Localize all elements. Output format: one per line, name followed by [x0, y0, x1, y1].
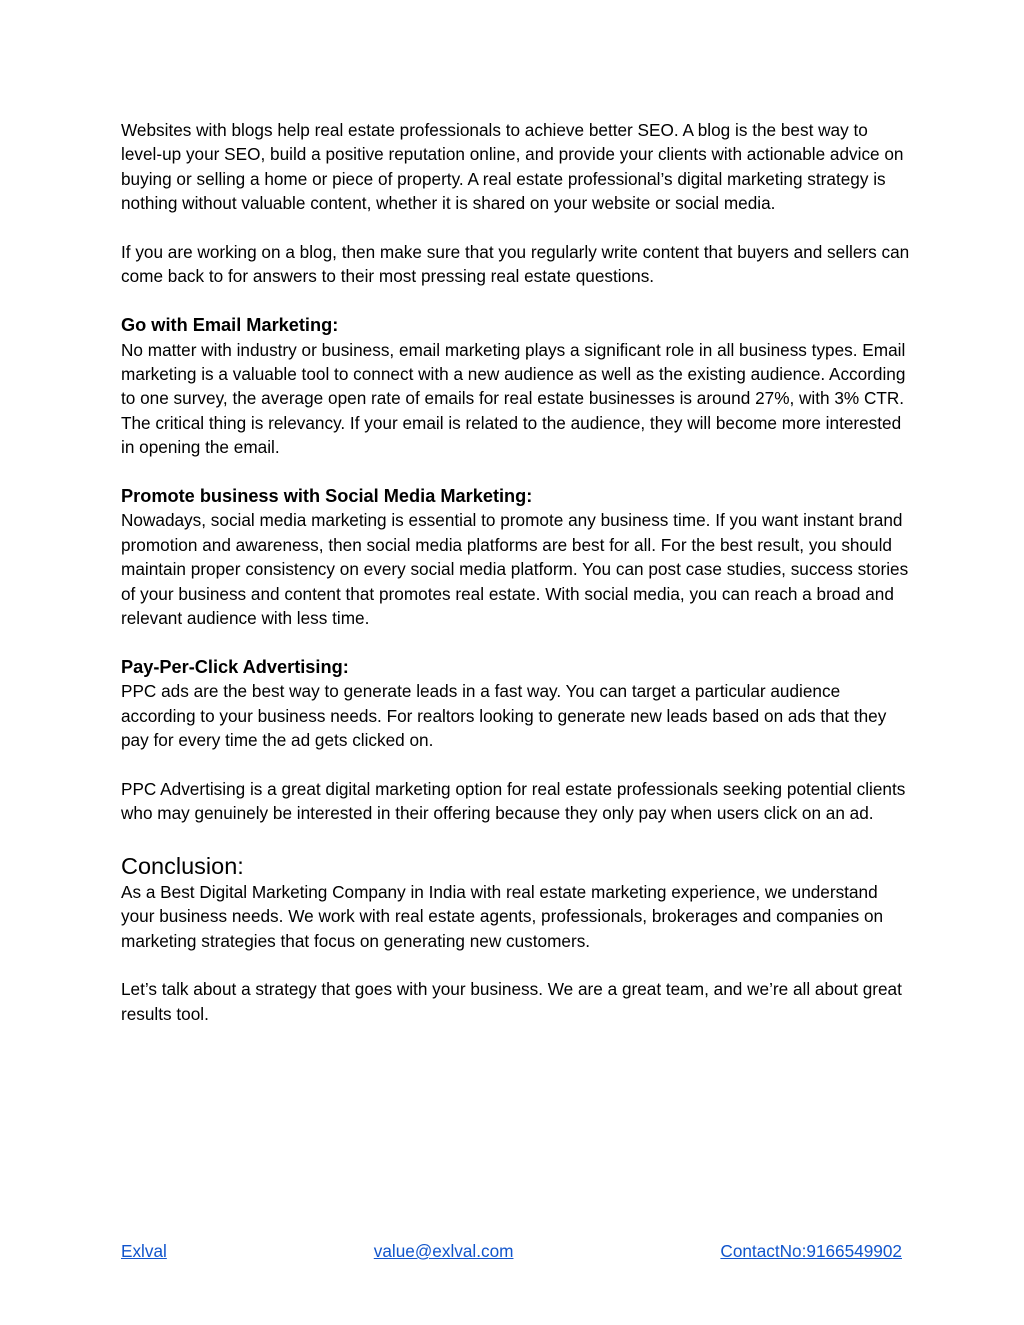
conclusion-paragraph: Let’s talk about a strategy that goes with your business. We are a great team, and we’re all about great results tool. — [121, 979, 902, 1024]
section-conclusion — [121, 852, 911, 1026]
document-page — [121, 118, 911, 1026]
page-footer — [121, 1239, 902, 1263]
section-heading: Go with Email Marketing: — [121, 315, 339, 336]
section-email-marketing — [121, 313, 911, 459]
intro-paragraph-2: If you are working on a blog, then make sure that you regularly write content that buyers and sellers can come back to for answers to their most pressing real estate questions. — [121, 242, 910, 287]
footer-email-link[interactable]: value@exlval.com — [373, 1241, 514, 1261]
section-social-media-marketing — [121, 484, 911, 630]
section-paragraph: No matter with industry or business, email marketing plays a significant role in all business types. Email marketing is a valuable tool to connect with a new audience as well as the existing audience. According to one survey, the average open rate of emails for real estate businesses is around 27%, with 3% CTR. The critical thing is relevancy. If your email is related to the audience, they will become more interested in opening the email. — [121, 339, 906, 458]
intro-paragraph-1: Websites with blogs help real estate professionals to achieve better SEO. A blog is the best way to level-up your SEO, build a positive reputation online, and provide your clients with actionable advice on buying or selling a home or piece of property. A real estate professional’s digital marketing strategy is nothing without valuable content, whether it is shared on your website or social media. — [121, 120, 904, 214]
section-heading: Promote business with Social Media Marketing: — [121, 486, 533, 507]
conclusion-paragraph: As a Best Digital Marketing Company in India with real estate marketing experience, we understand your business needs. We work with real estate agents, professionals, brokerages and companies on marketing strategies that focus on generating new customers. — [121, 881, 884, 951]
footer-contact-link[interactable]: ContactNo:9166549902 — [720, 1241, 902, 1261]
section-paragraph: PPC ads are the best way to generate leads in a fast way. You can target a particular audience according to your business needs. For realtors looking to generate new leads based on ads that they pay for every time the ad gets clicked on. — [121, 681, 887, 751]
section-paragraph: PPC Advertising is a great digital marketing option for real estate professionals seeking potential clients who may genuinely be interested in their offering because they only pay when users click on an ad. — [121, 778, 906, 824]
footer-company-link[interactable]: Exlval — [121, 1241, 167, 1261]
section-ppc-advertising — [121, 655, 911, 826]
section-heading: Pay-Per-Click Advertising: — [121, 656, 349, 677]
conclusion-heading: Conclusion: — [121, 852, 244, 879]
section-paragraph: Nowadays, social media marketing is essential to promote any business time. If you want instant brand promotion and awareness, then social media platforms are best for all. For the best result, you should maintain proper consistency on every social media platform. You can post case studies, success stories of your business and content that promotes real estate. With social media, you can reach a broad and relevant audience with less time. — [121, 510, 909, 629]
